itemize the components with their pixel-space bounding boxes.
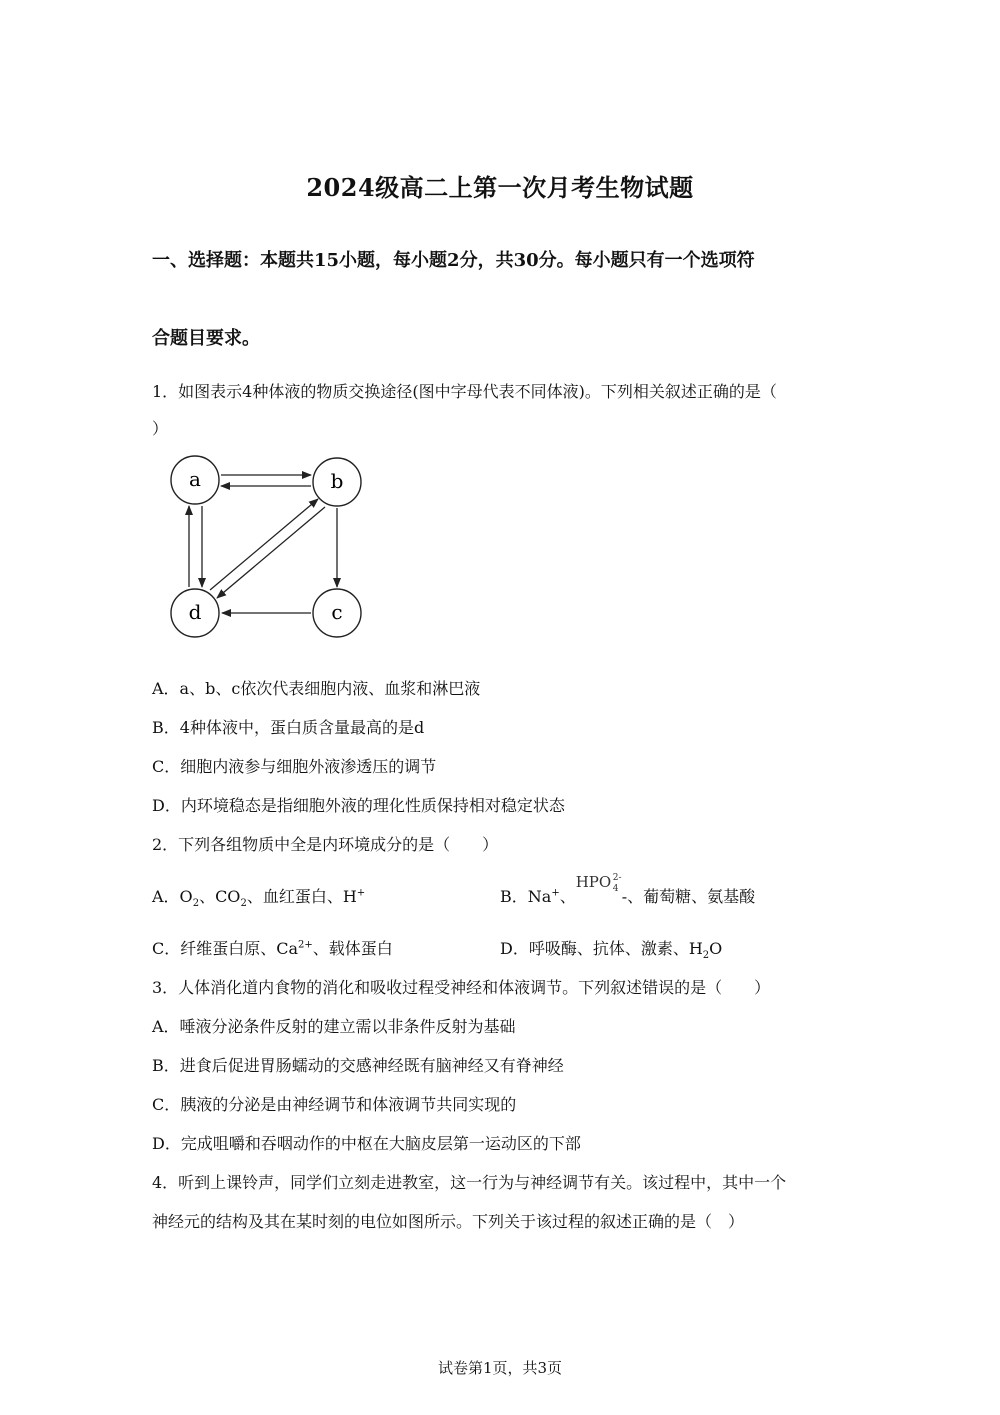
page-footer: 试卷第1页，共3页 <box>437 1359 563 1377</box>
q2-option-a: A．$O_2$、$CO_2$、血红蛋白、H+ <box>152 887 366 910</box>
node-c-label: c <box>331 600 343 624</box>
q2-option-d: D．呼吸酶、抗体、激素、$H_2O$ <box>500 939 723 962</box>
q3-option-a: A．唾液分泌条件反射的建立需以非条件反射为基础 <box>152 1017 516 1036</box>
node-c <box>313 589 361 637</box>
q1-option-d: D．内环境稳态是指细胞外液的理化性质保持相对稳定状态 <box>152 796 565 815</box>
node-a <box>171 456 219 504</box>
q1-stem-line2: ） <box>152 419 169 438</box>
q3-option-b: B．进食后促进胃肠蠕动的交感神经既有脑神经又有脊神经 <box>152 1056 564 1075</box>
q3-option-d: D．完成咀嚼和吞咽动作的中枢在大脑皮层第一运动区的下部 <box>152 1134 581 1153</box>
node-a-label: a <box>189 467 201 491</box>
q4-stem-line2: 神经元的结构及其在某时刻的电位如图所示。下列关于该过程的叙述正确的是（ ） <box>152 1212 745 1231</box>
hpo4-ion: HPO 2- 4 <box>575 872 622 894</box>
q1-option-a: A．a、b、c依次代表细胞内液、血浆和淋巴液 <box>152 679 481 698</box>
q2-option-b: B．Na+、 HPO 2- 4 -、葡萄糖、氨基酸 <box>500 884 755 909</box>
q3-option-c: C．胰液的分泌是由神经调节和体液调节共同实现的 <box>152 1095 517 1114</box>
arrow-d-to-b <box>210 499 318 590</box>
node-b-label: b <box>330 469 344 493</box>
q2-option-c: C．纤维蛋白原、$Ca^{2+}$、载体蛋白 <box>152 939 393 958</box>
q3-stem: 3．人体消化道内食物的消化和吸收过程受神经和体液调节。下列叙述错误的是（ ） <box>152 978 771 997</box>
node-b <box>313 458 361 506</box>
arrow-b-to-d <box>217 507 325 598</box>
exam-title: 2024级高二上第一次月考生物试题 <box>306 173 694 202</box>
node-d-label: d <box>188 600 202 624</box>
q2-stem: 2．下列各组物质中全是内环境成分的是（ ） <box>152 835 499 854</box>
q4-stem-line1: 4．听到上课铃声，同学们立刻走进教室，这一行为与神经调节有关。该过程中，其中一个 <box>152 1173 787 1192</box>
node-d <box>171 589 219 637</box>
body-fluid-exchange-diagram <box>160 450 370 645</box>
section-heading-line2: 合题目要求。 <box>152 328 260 349</box>
q1-stem-line1: 1．如图表示4种体液的物质交换途径(图中字母代表不同体液)。下列相关叙述正确的是（ <box>152 382 777 401</box>
q1-option-c: C．细胞内液参与细胞外液渗透压的调节 <box>152 757 437 776</box>
section-heading-line1: 一、选择题：本题共15小题，每小题2分，共30分。每小题只有一个选项符 <box>152 250 755 271</box>
q1-option-b: B．4种体液中，蛋白质含量最高的是d <box>152 718 425 737</box>
